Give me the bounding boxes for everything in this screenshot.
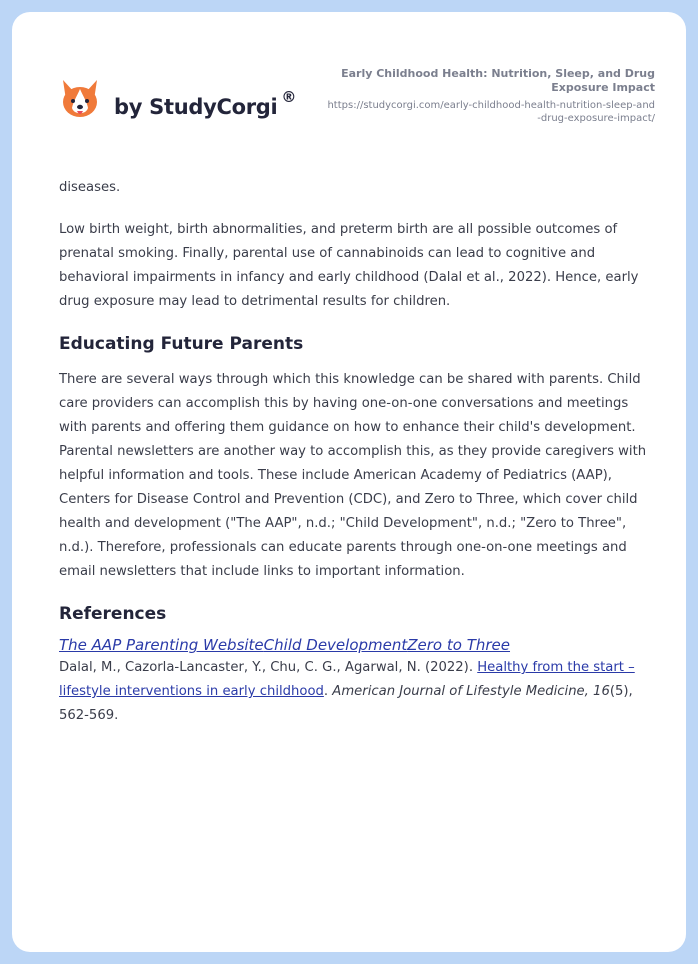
document-url[interactable]: https://studycorgi.com/early-childhood-health-nutrition-sleep-and-drug-exposure-impact/ xyxy=(327,100,655,124)
paragraph-educating: There are several ways through which this knowledge can be shared with parents. Child care providers can accomplish this by having one-on-one conversations and meetings with parents and offering them guidance on how to enhance their child's development. Parental newsletters are another way to accomplish this, as they provide caregivers with helpful information and tools. These include American Academy of Pediatrics (AAP), Centers for Disease Control and Prevention (CDC), and Zero to Three, which cover child health and development ("The AAP", n.d.; "Child Development", n.d.; "Zero to Three", n.d.). Therefore, professionals can educate parents through one-on-one meetings and email newsletters that include links to important information. xyxy=(59,372,647,579)
registered-mark: ® xyxy=(281,87,297,106)
document-title: Early Childhood Health: Nutrition, Sleep, and Drug Exposure Impact xyxy=(341,67,655,94)
link-aap-parenting[interactable]: The AAP Parenting Website xyxy=(59,636,264,654)
brand-name: by StudyCorgi ® xyxy=(114,87,297,119)
link-child-development[interactable]: Child Development xyxy=(263,636,408,654)
link-zero-to-three[interactable]: Zero to Three xyxy=(407,636,511,654)
reference-entry xyxy=(59,656,657,728)
page-header xyxy=(12,12,686,162)
reference-authors: Dalal, M., Cazorla-Lancaster, Y., Chu, C. G., Agarwal, N. (2022). xyxy=(59,660,474,675)
studycorgi-logo[interactable] xyxy=(60,76,296,120)
corgi-logo-icon xyxy=(60,76,100,120)
heading-references: References xyxy=(59,604,167,624)
document-content xyxy=(59,176,657,728)
reference-after-title: . xyxy=(323,684,329,699)
document-meta xyxy=(325,67,655,125)
reference-issue-pages: (5), 562-569. xyxy=(59,684,633,723)
paragraph-continued: diseases. xyxy=(59,180,121,195)
paragraph-prenatal: Low birth weight, birth abnormalities, and preterm birth are all possible outcomes of prenatal smoking. Finally, parental use of cannabinoids can lead to cognitive and behavioral impairments in infancy and early childhood (Dalal et al., 2022). Hence, early drug exposure may lead to detrimental results for children. xyxy=(59,222,639,309)
document-page xyxy=(12,12,686,952)
reference-title-link[interactable]: Healthy from the start – lifestyle interventions in early childhood xyxy=(59,660,635,699)
reference-journal: American Journal of Lifestyle Medicine, 16 xyxy=(332,684,610,699)
heading-educating-parents: Educating Future Parents xyxy=(59,334,304,354)
reference-links xyxy=(59,634,657,656)
